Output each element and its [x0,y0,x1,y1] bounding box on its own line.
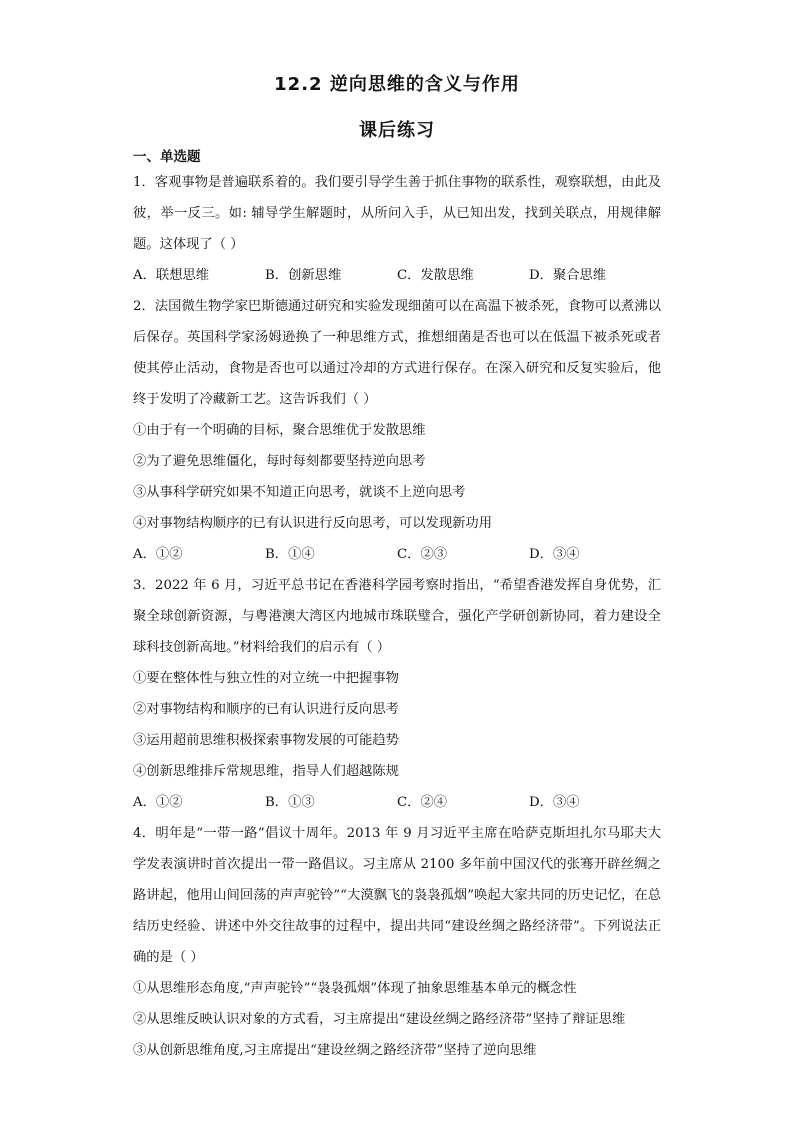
question-list [133,167,661,1066]
choice-d: D．③④ [529,795,580,810]
answer-choices [133,787,661,818]
answer-choices [133,539,661,570]
statement-3: ③从事科学研究如果不知道正向思考，就谈不上逆向思考 [133,485,466,500]
choice-c: C．②③ [397,547,448,562]
statement-4: ④创新思维排斥常规思维，指导人们超越陈规 [133,764,399,779]
statement-2: ②从思维反映认识对象的方式看，习主席提出“建设丝绸之路经济带”坚持了辩证思维 [133,1012,626,1027]
statement-1: ①从思维形态角度,“声声驼铃”“袅袅孤烟”体现了抽象思维基本单元的概念性 [133,981,577,996]
choice-d: D．聚合思维 [529,268,607,283]
statement-1: ①由于有一个明确的目标，聚合思维优于发散思维 [133,423,426,438]
question-stem: 3．2022 年 6 月，习近平总书记在香港科学园考察时指出，“希望香港发挥自身优势，汇聚全球创新资源，与粤港澳大湾区内地城市珠联璧合，强化产学研创新协同，着力建设全球科技创新高地。”材料给我们的启示有（ ） [133,578,661,655]
question-4 [133,818,661,1066]
doc-subtitle: 课后练习 [359,120,435,141]
answer-choices [133,260,661,291]
question-2 [133,291,661,570]
doc-title: 12.2 逆向思维的含义与作用 [274,74,520,95]
question-stem: 4．明年是“一带一路”倡议十周年。2013 年 9 月习近平主席在哈萨克斯坦扎尔马耶夫大学发表演讲时首次提出一带一路倡议。习主席从 2100 多年前中国汉代的张骞开辟丝绸之路讲起，他用山间回荡的声声驼铃”“大漠飘飞的袅袅孤烟”唤起大家共同的历史记忆，在总结历史经验、讲述中外交往故事的过程中，提出共同“建设丝绸之路经济带”。下列说法正确的是（ ） [133,826,661,965]
question-1 [133,167,661,291]
choice-c: C．发散思维 [397,268,474,283]
question-stem: 1．客观事物是普遍联系着的。我们要引导学生善于抓住事物的联系性，观察联想，由此及彼，举一反三。如: 辅导学生解题时，从所问入手，从已知出发，找到关联点，用规律解题。这体现了（ ） [133,175,661,252]
choice-c: C．②④ [397,795,448,810]
choice-a: A．①② [133,547,183,562]
question-stem: 2．法国微生物学家巴斯德通过研究和实验发现细菌可以在高温下被杀死，食物可以煮沸以后保存。英国科学家汤姆逊换了一种思维方式，推想细菌是否也可以在低温下被杀死或者使其停止活动，食物是否也可以通过冷却的方式进行保存。在深入研究和反复实验后，他终于发明了冷藏新工艺。这告诉我们（ ） [133,299,661,407]
choice-a: A．①② [133,795,183,810]
choice-b: B．创新思维 [265,268,342,283]
choice-d: D．③④ [529,547,580,562]
choice-b: B．①③ [265,795,315,810]
question-3 [133,570,661,818]
statement-4: ④对事物结构顺序的已有认识进行反向思考，可以发现新功用 [133,516,493,531]
statement-1: ①要在整体性与独立性的对立统一中把握事物 [133,671,399,686]
statement-2: ②为了避免思维僵化，每时每刻都要坚持逆向思考 [133,454,426,469]
statement-2: ②对事物结构和顺序的已有认识进行反向思考 [133,702,399,717]
section-heading: 一、单选题 [133,149,201,165]
choice-b: B．①④ [265,547,315,562]
statement-3: ③从创新思维角度,习主席提出“建设丝绸之路经济带”坚持了逆向思维 [133,1043,537,1058]
statement-3: ③运用超前思维积极探索事物发展的可能趋势 [133,733,399,748]
choice-a: A．联想思维 [133,268,210,283]
